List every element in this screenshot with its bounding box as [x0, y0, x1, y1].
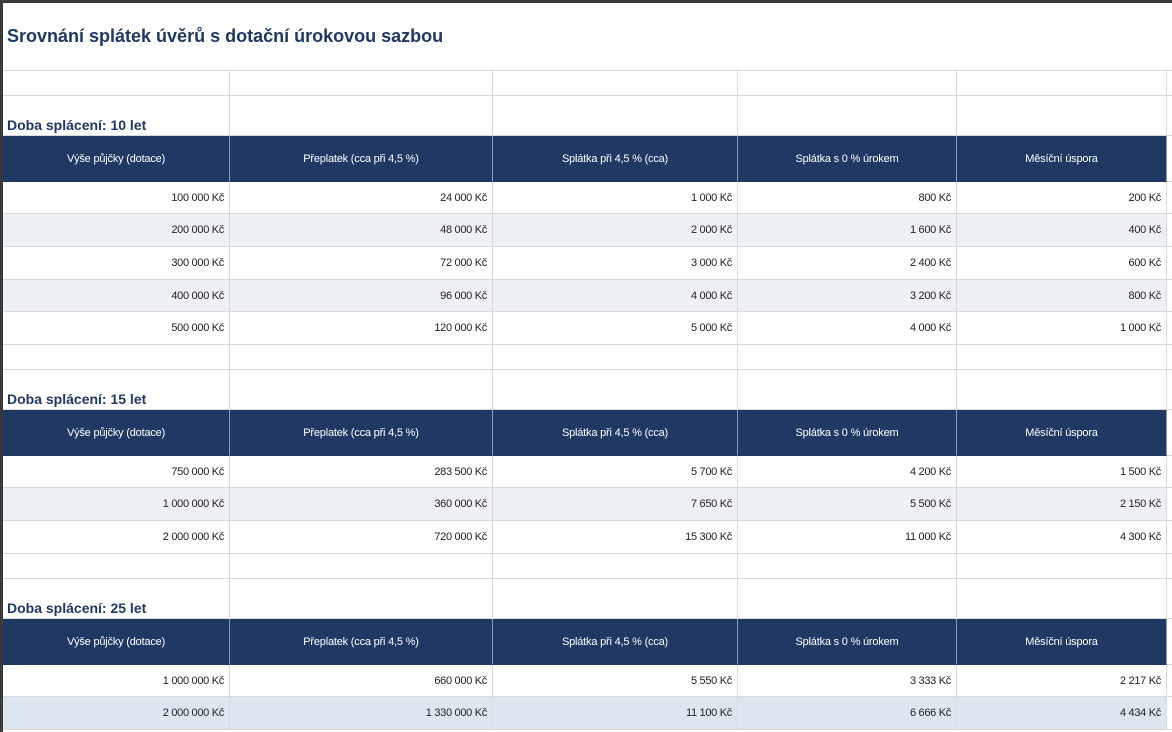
cell[interactable] — [1167, 312, 1172, 345]
cell[interactable]: 200 Kč — [957, 182, 1167, 214]
section-title[interactable]: Doba splácení: 10 let — [3, 96, 230, 136]
cell[interactable]: 360 000 Kč — [230, 488, 493, 521]
cell[interactable]: 3 200 Kč — [738, 280, 957, 312]
cell[interactable] — [1167, 456, 1172, 488]
cell[interactable] — [493, 579, 738, 619]
cell[interactable]: 5 700 Kč — [493, 456, 738, 488]
cell[interactable]: 11 100 Kč — [493, 697, 738, 730]
cell[interactable]: 800 Kč — [957, 280, 1167, 312]
cell[interactable] — [957, 96, 1167, 136]
column-header[interactable]: Měsíční úspora — [957, 136, 1167, 182]
cell[interactable]: 400 Kč — [957, 214, 1167, 247]
table-header-row — [3, 619, 1172, 665]
column-header[interactable]: Výše půjčky (dotace) — [3, 619, 230, 665]
cell[interactable] — [1167, 247, 1172, 280]
cell[interactable] — [1167, 214, 1172, 247]
cell[interactable]: 1 000 000 Kč — [3, 665, 230, 697]
cell[interactable] — [957, 370, 1167, 410]
cell[interactable]: 800 Kč — [738, 182, 957, 214]
table-row — [3, 247, 1172, 280]
cell[interactable]: 1 000 Kč — [493, 182, 738, 214]
cell[interactable] — [493, 554, 738, 579]
cell[interactable]: 4 434 Kč — [957, 697, 1167, 730]
cell[interactable]: 300 000 Kč — [3, 247, 230, 280]
cell[interactable] — [957, 345, 1167, 370]
cell[interactable]: 1 600 Kč — [738, 214, 957, 247]
cell[interactable] — [738, 554, 957, 579]
cell[interactable]: 6 666 Kč — [738, 697, 957, 730]
column-header[interactable]: Přeplatek (cca při 4,5 %) — [230, 136, 493, 182]
cell[interactable]: 5 000 Kč — [493, 312, 738, 345]
cell[interactable] — [230, 96, 493, 136]
cell[interactable]: 5 550 Kč — [493, 665, 738, 697]
cell[interactable]: 4 000 Kč — [738, 312, 957, 345]
cell[interactable]: 660 000 Kč — [230, 665, 493, 697]
empty-row — [3, 71, 1172, 96]
column-header[interactable]: Splátka při 4,5 % (cca) — [493, 410, 738, 456]
cell[interactable]: 96 000 Kč — [230, 280, 493, 312]
column-header[interactable]: Přeplatek (cca při 4,5 %) — [230, 410, 493, 456]
cell[interactable] — [1167, 697, 1172, 730]
cell[interactable]: 2 000 Kč — [493, 214, 738, 247]
cell[interactable]: 2 217 Kč — [957, 665, 1167, 697]
cell[interactable]: 2 000 000 Kč — [3, 521, 230, 554]
table-row — [3, 312, 1172, 345]
column-header[interactable]: Měsíční úspora — [957, 619, 1167, 665]
section-title-row — [3, 96, 1172, 136]
title-row — [3, 3, 1172, 71]
cell[interactable]: 4 200 Kč — [738, 456, 957, 488]
cell[interactable]: 1 000 000 Kč — [3, 488, 230, 521]
cell[interactable] — [230, 554, 493, 579]
sheet-title-cell[interactable] — [3, 3, 1172, 71]
cell[interactable]: 4 000 Kč — [493, 280, 738, 312]
cell[interactable] — [1167, 410, 1172, 456]
cell[interactable] — [230, 345, 493, 370]
cell[interactable] — [230, 370, 493, 410]
cell[interactable] — [957, 554, 1167, 579]
cell[interactable] — [1167, 554, 1172, 579]
cell[interactable] — [1167, 579, 1172, 619]
column-header[interactable]: Výše půjčky (dotace) — [3, 136, 230, 182]
cell[interactable] — [957, 579, 1167, 619]
cell[interactable] — [1167, 370, 1172, 410]
cell[interactable]: 720 000 Kč — [230, 521, 493, 554]
cell[interactable] — [493, 370, 738, 410]
column-header[interactable]: Splátka s 0 % úrokem — [738, 136, 957, 182]
cell[interactable] — [493, 345, 738, 370]
cell[interactable]: 3 000 Kč — [493, 247, 738, 280]
cell[interactable] — [957, 71, 1167, 96]
table-row — [3, 182, 1172, 214]
cell[interactable] — [1167, 280, 1172, 312]
column-header[interactable]: Výše půjčky (dotace) — [3, 410, 230, 456]
cell[interactable]: 200 000 Kč — [3, 214, 230, 247]
cell[interactable] — [738, 579, 957, 619]
cell[interactable]: 72 000 Kč — [230, 247, 493, 280]
empty-row — [3, 554, 1172, 579]
cell[interactable] — [1167, 521, 1172, 554]
column-header[interactable]: Měsíční úspora — [957, 410, 1167, 456]
cell[interactable]: 3 333 Kč — [738, 665, 957, 697]
empty-row — [3, 345, 1172, 370]
table-header-row — [3, 136, 1172, 182]
table-row — [3, 456, 1172, 488]
cell[interactable] — [230, 579, 493, 619]
section-title[interactable]: Doba splácení: 15 let — [3, 370, 230, 410]
cell[interactable]: 5 500 Kč — [738, 488, 957, 521]
cell[interactable]: 2 150 Kč — [957, 488, 1167, 521]
cell[interactable] — [3, 71, 230, 96]
cell[interactable] — [1167, 665, 1172, 697]
cell[interactable] — [1167, 619, 1172, 665]
table-row — [3, 697, 1172, 730]
cell[interactable]: 15 300 Kč — [493, 521, 738, 554]
cell[interactable] — [1167, 136, 1172, 182]
cell[interactable] — [738, 71, 957, 96]
spreadsheet-grid[interactable] — [3, 3, 1172, 732]
cell[interactable] — [738, 345, 957, 370]
column-header[interactable]: Splátka s 0 % úrokem — [738, 619, 957, 665]
cell[interactable] — [493, 96, 738, 136]
cell[interactable]: 7 650 Kč — [493, 488, 738, 521]
sheet-title: Srovnání splátek úvěrů s dotační úrokovou sazbou — [7, 26, 444, 46]
cell[interactable] — [1167, 345, 1172, 370]
cell[interactable]: 1 000 Kč — [957, 312, 1167, 345]
cell[interactable]: 600 Kč — [957, 247, 1167, 280]
cell[interactable] — [1167, 488, 1172, 521]
cell[interactable]: 2 400 Kč — [738, 247, 957, 280]
cell[interactable] — [3, 345, 230, 370]
cell[interactable]: 24 000 Kč — [230, 182, 493, 214]
cell[interactable]: 750 000 Kč — [3, 456, 230, 488]
table-header-row — [3, 410, 1172, 456]
table-row — [3, 280, 1172, 312]
table-row — [3, 214, 1172, 247]
cell[interactable] — [3, 554, 230, 579]
section-title-row — [3, 579, 1172, 619]
section-title-row — [3, 370, 1172, 410]
table-row — [3, 521, 1172, 554]
cell[interactable] — [1167, 71, 1172, 96]
cell[interactable] — [738, 96, 957, 136]
cell[interactable]: 500 000 Kč — [3, 312, 230, 345]
section-title[interactable]: Doba splácení: 25 let — [3, 579, 230, 619]
cell[interactable] — [1167, 182, 1172, 214]
table-row — [3, 665, 1172, 697]
cell[interactable]: 100 000 Kč — [3, 182, 230, 214]
column-header[interactable]: Splátka při 4,5 % (cca) — [493, 619, 738, 665]
cell[interactable] — [493, 71, 738, 96]
column-header[interactable]: Přeplatek (cca při 4,5 %) — [230, 619, 493, 665]
cell[interactable]: 2 000 000 Kč — [3, 697, 230, 730]
cell[interactable] — [230, 71, 493, 96]
cell[interactable]: 283 500 Kč — [230, 456, 493, 488]
cell[interactable]: 11 000 Kč — [738, 521, 957, 554]
column-header[interactable]: Splátka při 4,5 % (cca) — [493, 136, 738, 182]
cell[interactable]: 1 500 Kč — [957, 456, 1167, 488]
cell[interactable]: 400 000 Kč — [3, 280, 230, 312]
cell[interactable]: 120 000 Kč — [230, 312, 493, 345]
cell[interactable] — [738, 370, 957, 410]
cell[interactable] — [1167, 96, 1172, 136]
cell[interactable]: 4 300 Kč — [957, 521, 1167, 554]
cell[interactable]: 1 330 000 Kč — [230, 697, 493, 730]
cell[interactable]: 48 000 Kč — [230, 214, 493, 247]
column-header[interactable]: Splátka s 0 % úrokem — [738, 410, 957, 456]
table-row — [3, 488, 1172, 521]
